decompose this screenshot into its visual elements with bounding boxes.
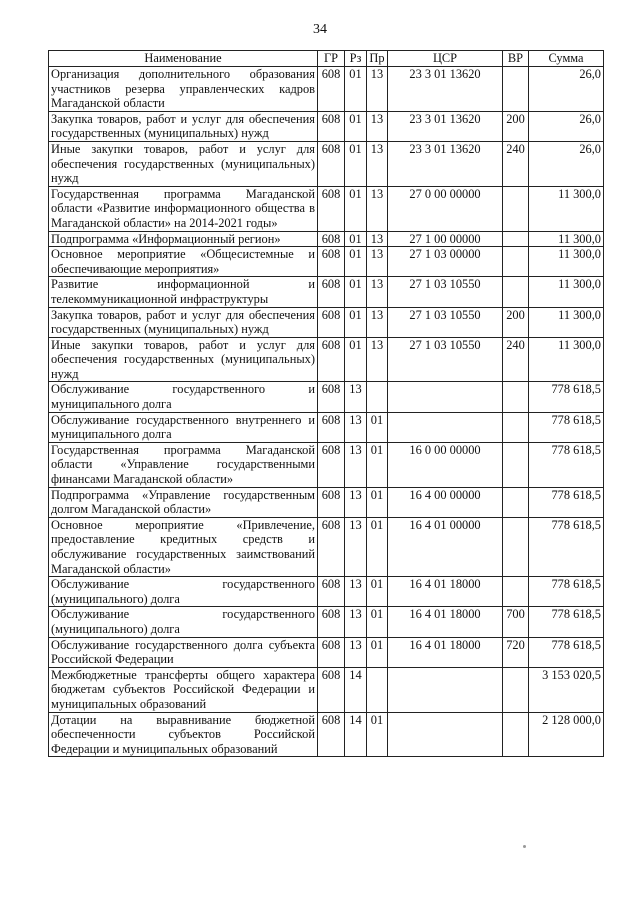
row-pr: 01: [367, 412, 388, 442]
row-pr: 13: [367, 307, 388, 337]
row-name: Обслуживание государственного (муниципального) долга: [49, 607, 318, 637]
row-gr: 608: [318, 231, 345, 247]
row-name: Межбюджетные трансферты общего характера бюджетам субъектов Российской Федерации и муниципальных образований: [49, 667, 318, 712]
row-sum: 778 618,5: [529, 487, 604, 517]
table-row: [49, 231, 604, 247]
row-vr: [503, 67, 529, 112]
row-gr: 608: [318, 186, 345, 231]
row-name: Подпрограмма «Информационный регион»: [49, 231, 318, 247]
row-pr: 13: [367, 141, 388, 186]
table-row: [49, 247, 604, 277]
row-vr: [503, 186, 529, 231]
header-name: Наименование: [49, 51, 318, 67]
row-csr: 23 3 01 13620: [388, 67, 503, 112]
row-pr: 01: [367, 487, 388, 517]
row-rz: 13: [345, 577, 367, 607]
row-name: Закупка товаров, работ и услуг для обеспечения государственных (муниципальных) нужд: [49, 307, 318, 337]
row-rz: 01: [345, 67, 367, 112]
row-name: Основное мероприятие «Общесистемные и обеспечивающие мероприятия»: [49, 247, 318, 277]
row-sum: 778 618,5: [529, 382, 604, 412]
row-sum: 11 300,0: [529, 337, 604, 382]
row-vr: 200: [503, 111, 529, 141]
row-gr: 608: [318, 517, 345, 576]
row-vr: [503, 412, 529, 442]
row-rz: 01: [345, 141, 367, 186]
row-pr: 01: [367, 517, 388, 576]
row-vr: [503, 442, 529, 487]
row-pr: 13: [367, 277, 388, 307]
row-name: Обслуживание государственного и муниципального долга: [49, 382, 318, 412]
row-name: Обслуживание государственного долга субъекта Российской Федерации: [49, 637, 318, 667]
row-pr: 01: [367, 442, 388, 487]
row-sum: 11 300,0: [529, 277, 604, 307]
table-row: [49, 382, 604, 412]
row-vr: 700: [503, 607, 529, 637]
row-pr: 01: [367, 607, 388, 637]
header-rz: Рз: [345, 51, 367, 67]
table-row: [49, 487, 604, 517]
row-vr: 240: [503, 337, 529, 382]
row-rz: 01: [345, 186, 367, 231]
header-sum: Сумма: [529, 51, 604, 67]
row-rz: 14: [345, 712, 367, 757]
row-name: Закупка товаров, работ и услуг для обеспечения государственных (муниципальных) нужд: [49, 111, 318, 141]
row-sum: 11 300,0: [529, 247, 604, 277]
row-rz: 13: [345, 442, 367, 487]
row-gr: 608: [318, 382, 345, 412]
table-body: [49, 67, 604, 757]
row-csr: 27 1 03 00000: [388, 247, 503, 277]
row-vr: 240: [503, 141, 529, 186]
row-vr: [503, 712, 529, 757]
row-sum: 778 618,5: [529, 607, 604, 637]
table-row: [49, 111, 604, 141]
row-gr: 608: [318, 412, 345, 442]
row-pr: [367, 667, 388, 712]
row-rz: 13: [345, 637, 367, 667]
table-row: [49, 337, 604, 382]
row-rz: 13: [345, 487, 367, 517]
row-rz: 01: [345, 307, 367, 337]
scan-speck: [523, 845, 526, 848]
row-pr: 13: [367, 337, 388, 382]
row-vr: [503, 517, 529, 576]
row-sum: 26,0: [529, 141, 604, 186]
row-pr: 01: [367, 712, 388, 757]
row-csr: 27 1 03 10550: [388, 277, 503, 307]
row-csr: [388, 412, 503, 442]
row-gr: 608: [318, 667, 345, 712]
table-row: [49, 607, 604, 637]
row-rz: 01: [345, 277, 367, 307]
row-gr: 608: [318, 307, 345, 337]
row-csr: [388, 667, 503, 712]
row-vr: [503, 667, 529, 712]
header-row: [49, 51, 604, 67]
header-csr: ЦСР: [388, 51, 503, 67]
row-gr: 608: [318, 712, 345, 757]
row-sum: 11 300,0: [529, 231, 604, 247]
row-gr: 608: [318, 247, 345, 277]
row-name: Основное мероприятие «Привлечение, предоставление кредитных средств и обслуживание государственных заимствований Магаданской области»: [49, 517, 318, 576]
row-rz: 13: [345, 412, 367, 442]
row-vr: [503, 277, 529, 307]
row-vr: 720: [503, 637, 529, 667]
row-rz: 13: [345, 382, 367, 412]
row-sum: 26,0: [529, 111, 604, 141]
row-gr: 608: [318, 487, 345, 517]
row-csr: 23 3 01 13620: [388, 141, 503, 186]
row-vr: 200: [503, 307, 529, 337]
row-rz: 01: [345, 247, 367, 277]
row-csr: 16 4 01 18000: [388, 607, 503, 637]
row-name: Развитие информационной и телекоммуникационной инфраструктуры: [49, 277, 318, 307]
row-gr: 608: [318, 67, 345, 112]
header-pr: Пр: [367, 51, 388, 67]
table-row: [49, 637, 604, 667]
row-pr: 13: [367, 231, 388, 247]
header-vr: ВР: [503, 51, 529, 67]
header-gr: ГР: [318, 51, 345, 67]
row-gr: 608: [318, 577, 345, 607]
row-pr: 13: [367, 67, 388, 112]
row-name: Подпрограмма «Управление государственным долгом Магаданской области»: [49, 487, 318, 517]
row-sum: 2 128 000,0: [529, 712, 604, 757]
row-rz: 14: [345, 667, 367, 712]
table-row: [49, 667, 604, 712]
table-row: [49, 442, 604, 487]
row-name: Государственная программа Магаданской области «Развитие информационного общества в Магаданской области» на 2014-2021 годы»: [49, 186, 318, 231]
row-sum: 26,0: [529, 67, 604, 112]
row-sum: 3 153 020,5: [529, 667, 604, 712]
table-row: [49, 186, 604, 231]
row-pr: [367, 382, 388, 412]
row-vr: [503, 231, 529, 247]
table-row: [49, 577, 604, 607]
row-pr: 13: [367, 247, 388, 277]
row-pr: 13: [367, 186, 388, 231]
row-pr: 01: [367, 637, 388, 667]
row-csr: 16 4 01 00000: [388, 517, 503, 576]
row-pr: 01: [367, 577, 388, 607]
row-vr: [503, 247, 529, 277]
row-vr: [503, 382, 529, 412]
row-rz: 01: [345, 231, 367, 247]
row-sum: 778 618,5: [529, 442, 604, 487]
row-csr: 16 0 00 00000: [388, 442, 503, 487]
row-csr: [388, 382, 503, 412]
row-sum: 778 618,5: [529, 517, 604, 576]
page-number: 34: [313, 22, 327, 37]
row-sum: 778 618,5: [529, 577, 604, 607]
row-gr: 608: [318, 277, 345, 307]
row-csr: 27 0 00 00000: [388, 186, 503, 231]
row-gr: 608: [318, 111, 345, 141]
row-vr: [503, 487, 529, 517]
row-rz: 13: [345, 607, 367, 637]
row-name: Организация дополнительного образования участников резерва управленческих кадров Магаданской области: [49, 67, 318, 112]
row-csr: 27 1 03 10550: [388, 337, 503, 382]
row-csr: 16 4 01 18000: [388, 637, 503, 667]
row-csr: 27 1 03 10550: [388, 307, 503, 337]
row-csr: 16 4 01 18000: [388, 577, 503, 607]
row-name: Государственная программа Магаданской области «Управление государственными финансами Магаданской области»: [49, 442, 318, 487]
row-csr: 27 1 00 00000: [388, 231, 503, 247]
row-csr: [388, 712, 503, 757]
table-row: [49, 307, 604, 337]
row-name: Обслуживание государственного (муниципального) долга: [49, 577, 318, 607]
row-name: Иные закупки товаров, работ и услуг для обеспечения государственных (муниципальных) нужд: [49, 337, 318, 382]
budget-table: [48, 50, 604, 757]
row-name: Дотации на выравнивание бюджетной обеспеченности субъектов Российской Федерации и муниципальных образований: [49, 712, 318, 757]
table-row: [49, 67, 604, 112]
row-rz: 01: [345, 337, 367, 382]
row-gr: 608: [318, 442, 345, 487]
row-gr: 608: [318, 637, 345, 667]
row-name: Иные закупки товаров, работ и услуг для обеспечения государственных (муниципальных) нужд: [49, 141, 318, 186]
row-gr: 608: [318, 607, 345, 637]
row-csr: 23 3 01 13620: [388, 111, 503, 141]
row-name: Обслуживание государственного внутреннего и муниципального долга: [49, 412, 318, 442]
row-sum: 778 618,5: [529, 412, 604, 442]
row-sum: 11 300,0: [529, 307, 604, 337]
table-row: [49, 712, 604, 757]
row-rz: 01: [345, 111, 367, 141]
table-row: [49, 141, 604, 186]
row-sum: 778 618,5: [529, 637, 604, 667]
table-row: [49, 517, 604, 576]
table-row: [49, 277, 604, 307]
table-header: [49, 51, 604, 67]
row-gr: 608: [318, 141, 345, 186]
row-vr: [503, 577, 529, 607]
row-rz: 13: [345, 517, 367, 576]
row-csr: 16 4 00 00000: [388, 487, 503, 517]
table-row: [49, 412, 604, 442]
row-gr: 608: [318, 337, 345, 382]
row-sum: 11 300,0: [529, 186, 604, 231]
row-pr: 13: [367, 111, 388, 141]
